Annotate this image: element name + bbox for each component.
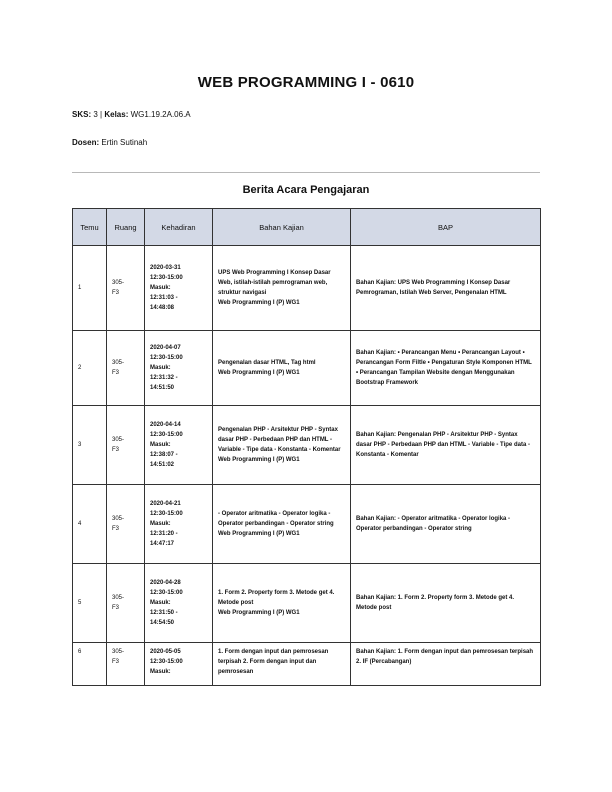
cell-kehadiran: 2020-04-28 12:30-15:00 Masuk: 12:31:50 - 14:54:50 xyxy=(145,564,213,643)
cell-bahan-kajian: Pengenalan dasar HTML, Tag html Web Programming I (P) WG1 xyxy=(213,331,351,406)
kelas-label: Kelas: xyxy=(104,110,129,119)
sks-value: 3 xyxy=(93,110,98,119)
cell-ruang: 305- F3 xyxy=(107,564,145,643)
cell-ruang: 305- F3 xyxy=(107,331,145,406)
header-bap: BAP xyxy=(351,209,541,246)
table-row xyxy=(73,331,541,406)
cell-temu: 3 xyxy=(73,406,107,485)
bap-table xyxy=(72,208,541,686)
page-title: WEB PROGRAMMING I - 0610 xyxy=(197,74,415,91)
table-row xyxy=(73,643,541,686)
cell-bap: Bahan Kajian: - Operator aritmatika - Operator logika - Operator perbandingan - Operator string xyxy=(351,485,541,564)
cell-bap: Bahan Kajian: UPS Web Programming I Konsep Dasar Pemrograman, Istilah Web Server, Pengenalan HTML xyxy=(351,246,541,331)
cell-bap: Bahan Kajian: • Perancangan Menu • Perancangan Layout • Perancangan Form Filtle • Pengaturan Style Komponen HTML • Perancangan Tampilan Website dengan Menggunakan Bootstrap Framework xyxy=(351,331,541,406)
cell-kehadiran: 2020-04-07 12:30-15:00 Masuk: 12:31:32 - 14:51:50 xyxy=(145,331,213,406)
divider xyxy=(72,172,540,173)
lecturer-meta xyxy=(72,138,147,147)
course-meta xyxy=(72,110,191,119)
header-temu: Temu xyxy=(73,209,107,246)
cell-kehadiran: 2020-03-31 12:30-15:00 Masuk: 12:31:03 - 14:48:08 xyxy=(145,246,213,331)
table-row xyxy=(73,246,541,331)
table-row xyxy=(73,485,541,564)
cell-temu: 5 xyxy=(73,564,107,643)
cell-temu: 1 xyxy=(73,246,107,331)
cell-bahan-kajian: Pengenalan PHP - Arsitektur PHP - Syntax dasar PHP - Perbedaan PHP dan HTML - Variable - Tipe data - Konstanta - Komentar Web Programming I (P) WG1 xyxy=(213,406,351,485)
cell-bahan-kajian: 1. Form dengan input dan pemrosesan terpisah 2. Form dengan input dan pemrosesan xyxy=(213,643,351,686)
cell-bap: Bahan Kajian: 1. Form 2. Property form 3. Metode get 4. Metode post xyxy=(351,564,541,643)
cell-temu: 4 xyxy=(73,485,107,564)
cell-ruang: 305- F3 xyxy=(107,485,145,564)
cell-ruang: 305- F3 xyxy=(107,406,145,485)
cell-kehadiran: 2020-04-14 12:30-15:00 Masuk: 12:38:07 - 14:51:02 xyxy=(145,406,213,485)
cell-temu: 2 xyxy=(73,331,107,406)
kelas-value: WG1.19.2A.06.A xyxy=(130,110,191,119)
cell-kehadiran: 2020-04-21 12:30-15:00 Masuk: 12:31:20 - 14:47:17 xyxy=(145,485,213,564)
dosen-label: Dosen: xyxy=(72,138,100,147)
meta-separator: | xyxy=(100,110,103,119)
header-ruang: Ruang xyxy=(107,209,145,246)
cell-ruang: 305- F3 xyxy=(107,246,145,331)
dosen-value: Ertin Sutinah xyxy=(101,138,148,147)
cell-bahan-kajian: - Operator aritmatika - Operator logika - Operator perbandingan - Operator string Web Programming I (P) WG1 xyxy=(213,485,351,564)
header-bahan-kajian: Bahan Kajian xyxy=(213,209,351,246)
table-row xyxy=(73,564,541,643)
cell-temu: 6 xyxy=(73,643,107,686)
cell-bap: Bahan Kajian: 1. Form dengan input dan pemrosesan terpisah 2. IF (Percabangan) xyxy=(351,643,541,686)
sks-label: SKS: xyxy=(72,110,92,119)
cell-kehadiran: 2020-05-05 12:30-15:00 Masuk: xyxy=(145,643,213,686)
header-kehadiran: Kehadiran xyxy=(145,209,213,246)
table-header-row xyxy=(73,209,541,246)
table-row xyxy=(73,406,541,485)
section-title: Berita Acara Pengajaran xyxy=(242,184,370,196)
cell-bahan-kajian: UPS Web Programming I Konsep Dasar Web, istilah-istilah pemrograman web, struktur navigasi Web Programming I (P) WG1 xyxy=(213,246,351,331)
cell-ruang: 305- F3 xyxy=(107,643,145,686)
cell-bap: Bahan Kajian: Pengenalan PHP - Arsitektur PHP - Syntax dasar PHP - Perbedaan PHP dan HTML - Variable - Tipe data - Konstanta - Komentar xyxy=(351,406,541,485)
cell-bahan-kajian: 1. Form 2. Property form 3. Metode get 4. Metode post Web Programming I (P) WG1 xyxy=(213,564,351,643)
